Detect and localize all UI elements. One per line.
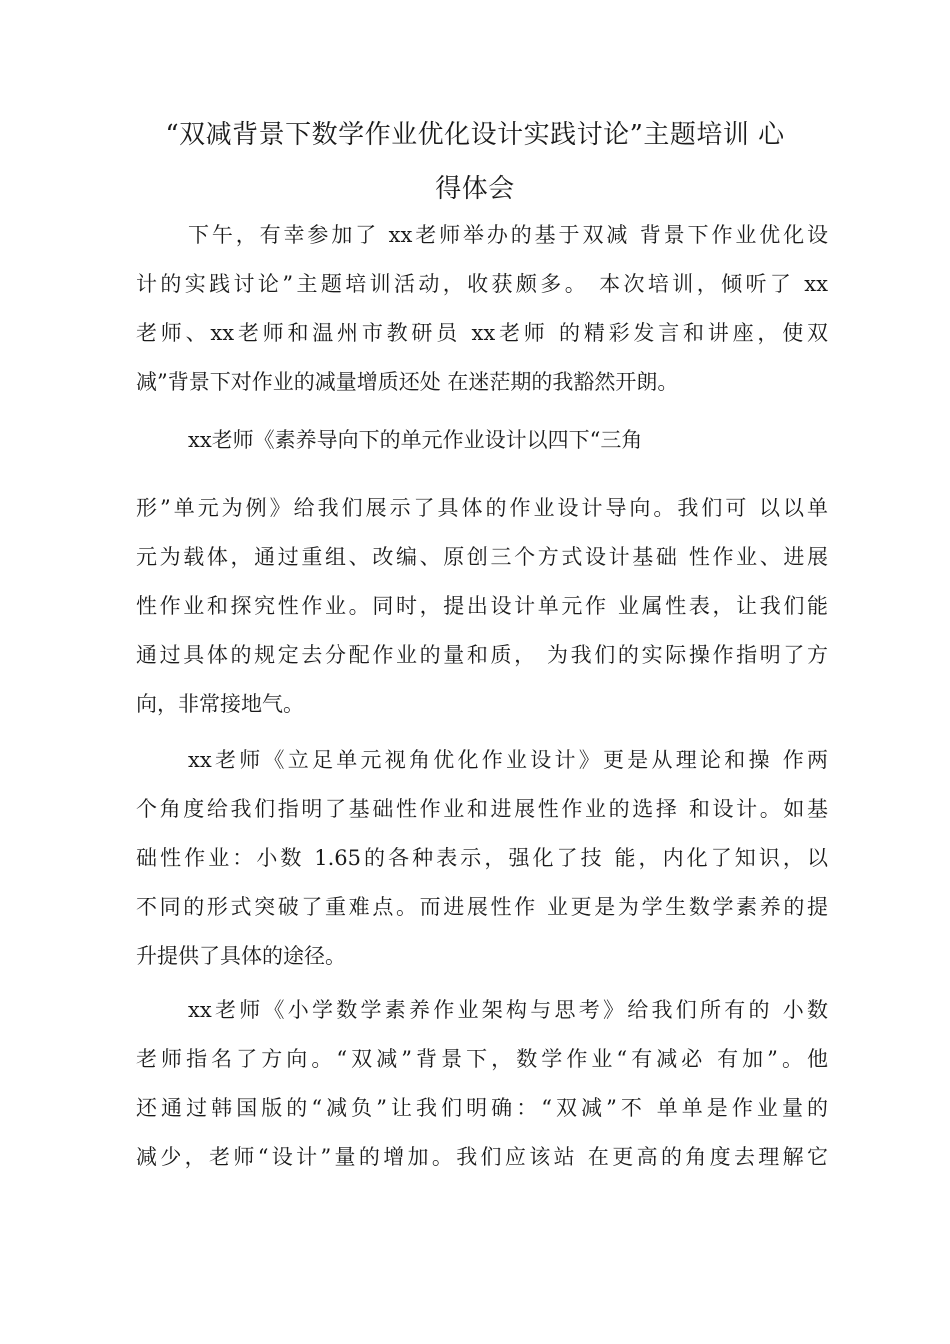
paragraph-line: 减少，老师“设计”量的增加。我们应该站 在更高的角度去理解它 <box>136 1145 828 1169</box>
paragraph-2 <box>136 416 828 465</box>
paragraph-3 <box>136 484 828 729</box>
paragraph-line: 下午，有幸参加了 xx老师举办的基于双减 背景下作业优化设 <box>188 223 828 247</box>
paragraph-line: 老师、xx老师和温州市教研员 xx老师 的精彩发言和讲座，使双 <box>136 321 828 345</box>
paragraph-line: xx老师《小学数学素养作业架构与思考》给我们所有的 小数 <box>188 998 828 1022</box>
paragraph-line: 础性作业：小数 1.65的各种表示，强化了技 能，内化了知识，以 <box>136 846 828 870</box>
paragraph-line: 个角度给我们指明了基础性作业和进展性作业的选择 和设计。如基 <box>136 797 828 821</box>
paragraph-line: xx老师《素养导向下的单元作业设计以四下“三角 <box>188 428 643 452</box>
paragraph-line: 向，非常接地气。 <box>136 692 304 716</box>
paragraph-line: 还通过韩国版的“减负”让我们明确：“双减”不 单单是作业量的 <box>136 1096 828 1120</box>
paragraph-line: 计的实践讨论”主题培训活动，收获颇多。 本次培训，倾听了 xx <box>136 272 828 296</box>
paragraph-line: 元为载体，通过重组、改编、原创三个方式设计基础 性作业、进展 <box>136 545 828 569</box>
document-title <box>120 108 830 216</box>
paragraph-line: 形”单元为例》给我们展示了具体的作业设计导向。我们可 以以单 <box>136 496 828 520</box>
paragraph-line: 老师指名了方向。“双减”背景下，数学作业“有减必 有加”。他 <box>136 1047 828 1071</box>
paragraph-line: 性作业和探究性作业。同时，提出设计单元作 业属性表，让我们能 <box>136 594 828 618</box>
paragraph-line: 减”背景下对作业的减量增质还处 在迷茫期的我豁然开朗。 <box>136 370 679 394</box>
title-line: 得体会 <box>435 174 515 204</box>
paragraph-line: 通过具体的规定去分配作业的量和质， 为我们的实际操作指明了方 <box>136 643 828 667</box>
paragraph-line: xx老师《立足单元视角优化作业设计》更是从理论和操 作两 <box>188 748 828 772</box>
paragraph-line: 升提供了具体的途径。 <box>136 944 346 968</box>
paragraph-1 <box>136 211 828 407</box>
paragraph-line: 不同的形式突破了重难点。而进展性作 业更是为学生数学素养的提 <box>136 895 828 919</box>
paragraph-5 <box>136 986 828 1182</box>
title-line: “双减背景下数学作业优化设计实践讨论”主题培训 心 <box>165 120 785 150</box>
paragraph-4 <box>136 736 828 981</box>
